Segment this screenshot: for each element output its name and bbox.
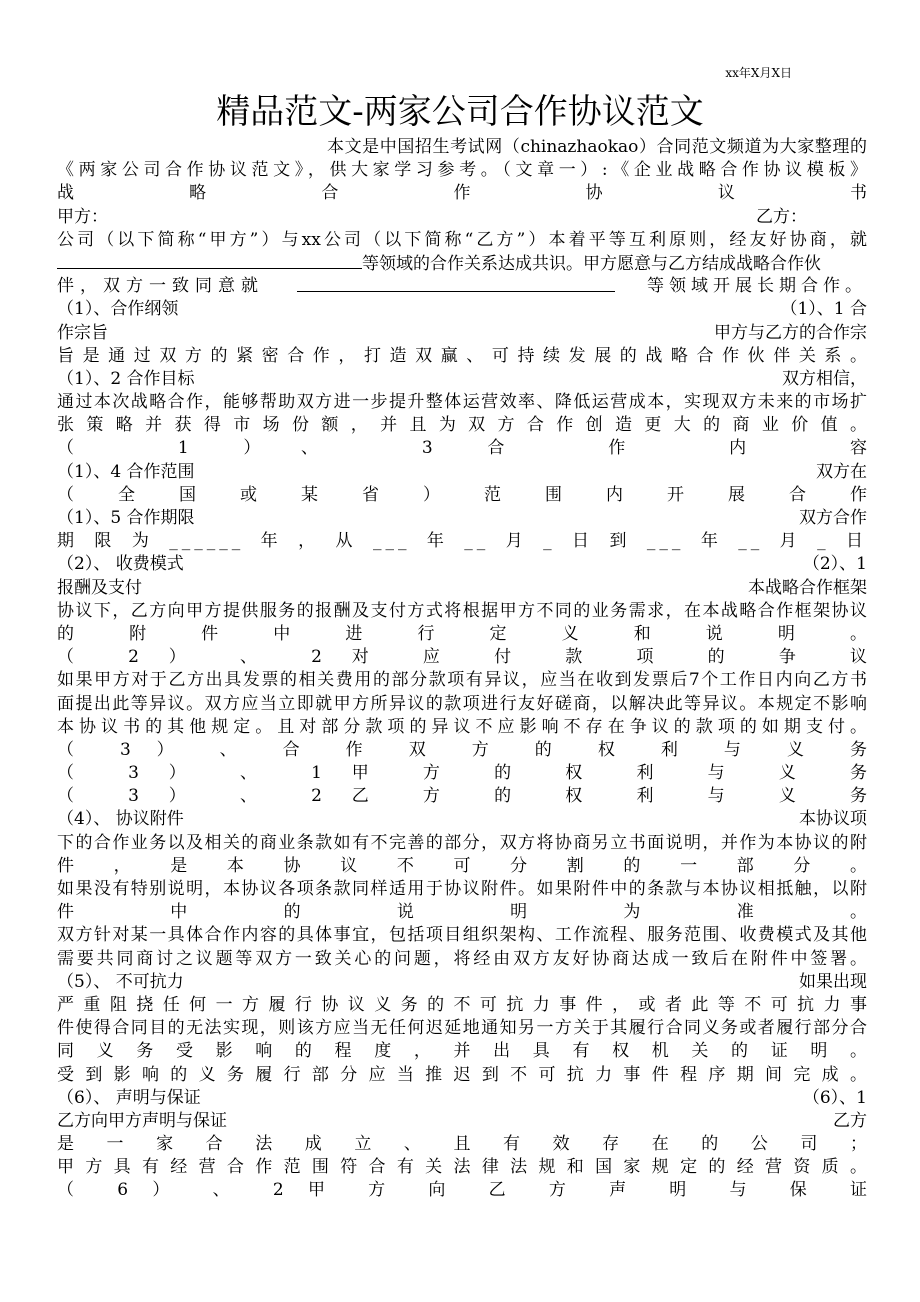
- text-line: （ 全 国 或 某 省 ） 范 围 内 开 展 合 作: [57, 484, 867, 505]
- text-line: 双方针对某一具体合作内容的具体事宜，包括项目组织架构、工作流程、服务范围、收费模式及其他: [57, 925, 867, 946]
- text-line: 下的合作业务以及相关的商业条款如有不完善的部分，双方将协商另立书面说明，并作为本协议的附: [57, 832, 867, 853]
- section-heading-line: [57, 808, 867, 831]
- text-span: 乙方向甲方声明与保证: [57, 1110, 227, 1131]
- text-line: 《两家公司合作协议范文》，供大家学习参考。（文章一）:《企业战略合作协议模板》: [57, 160, 867, 181]
- text-line: 如果没有特别说明，本协议各项条款同样适用于协议附件。如果附件中的条款与本协议相抵触，以附: [57, 879, 867, 899]
- subsection-heading: （ 3 ） 、 2 乙 方 的 权 利 与 义 务: [57, 786, 867, 807]
- section-heading: （ 3 ） 、 合 作 双 方 的 权 利 与 义 务: [57, 739, 867, 760]
- text-span: 如果出现: [799, 971, 867, 992]
- text-span: 甲方与乙方的合作宗: [714, 322, 867, 343]
- text-line: 如果甲方对于乙方出具发票的相关费用的部分款项有异议，应当在收到发票后7个工作日内向乙方书: [57, 670, 867, 691]
- text-span: 等领域开展长期合作。: [647, 276, 867, 297]
- text-span: 等领域的合作关系达成共识。甲方愿意与乙方结成战略合作伙: [362, 253, 821, 274]
- section-heading: （1）、合作纲领: [57, 299, 179, 320]
- text-span: 双方合作: [799, 508, 867, 528]
- text-line: 公司（以下简称“甲方”）与xx公司（以下简称“乙方”）本着平等互利原则，经友好协商，就: [57, 229, 867, 250]
- fill-blank: [57, 252, 362, 269]
- section-heading: （2）、 收费模式: [57, 554, 184, 575]
- section-heading: （5）、 不可抗力: [57, 971, 184, 992]
- text-line: 本文是中国招生考试网（chinazhaokao）合同范文频道为大家整理的: [327, 137, 867, 157]
- text-span: 双方相信，: [782, 368, 867, 389]
- section-heading: （6）、 声明与保证: [57, 1087, 201, 1108]
- text-line: [57, 1110, 867, 1133]
- text-line: 件使得合同目的无法实现，则该方应当无任何迟延地通知另一方关于其履行合同义务或者履行部分合: [57, 1018, 867, 1039]
- section-heading-line: [57, 368, 867, 391]
- party-b-label: 乙方：: [756, 206, 807, 227]
- text-line: 通过本次战略合作，能够帮助双方进一步提升整体运营效率、降低运营成本，实现双方未来的市场扩: [57, 392, 867, 413]
- section-heading-line: [57, 553, 867, 576]
- text-span: 本协议项: [799, 809, 867, 830]
- text-line: [57, 322, 867, 345]
- text-line: [57, 577, 867, 600]
- section-heading-line: [57, 461, 867, 484]
- text-line: 协议下，乙方向甲方提供服务的报酬及支付方式将根据甲方不同的业务需求，在本战略合作框架协议: [57, 600, 867, 621]
- text-line: 面提出此等异议。双方应当立即就甲方所异议的款项进行友好磋商，以解决此等异议。本规定不影响: [57, 693, 867, 714]
- text-line: 严重阻挠任何一方履行协议义务的不可抗力事件，或者此等不可抗力事: [57, 994, 867, 1015]
- document-body: [57, 136, 867, 1203]
- section-heading: （4）、 协议附件: [57, 809, 184, 830]
- text-line: 张策略并获得市场份额，并且为双方合作创造更大的商业价值。: [57, 415, 867, 436]
- text-line: 同 义 务 受 影 响 的 程 度 ， 并 出 具 有 权 机 关 的 证 明 。: [57, 1041, 867, 1062]
- section-heading-line: [57, 298, 867, 321]
- text-line: [57, 252, 867, 275]
- date-header: xx年X月X日: [725, 66, 792, 80]
- subsection-heading: （ 3 ） 、 1 甲 方 的 权 利 与 义 务: [57, 763, 867, 784]
- subsection-heading: （2）、1: [802, 554, 867, 575]
- text-line: 期限为______年，从___年__月_日到___年__月_日: [57, 531, 867, 552]
- text-line: 战 略 合 作 协 议 书: [57, 183, 867, 204]
- subsection-heading: （6）、1: [802, 1087, 867, 1108]
- text-line: 件 ， 是 本 协 议 不 可 分 割 的 一 部 分 。: [57, 855, 867, 876]
- text-line: 甲方具有经营合作范围符合有关法律法规和国家规定的经营资质。: [57, 1157, 867, 1178]
- text-line: 件 中 的 说 明 为 准 。: [57, 902, 867, 923]
- subsection-heading: （1）、1 合: [780, 299, 867, 320]
- text-line: 需要共同商讨之议题等双方一致关心的问题，将经由双方友好协商达成一致后在附件中签署。: [57, 948, 867, 969]
- text-span: 伴，双方一致同意就: [57, 276, 264, 297]
- party-a-label: 甲方：: [57, 206, 108, 227]
- section-heading-line: [57, 1087, 867, 1110]
- document-title: 精品范文-两家公司合作协议范文: [216, 92, 704, 132]
- text-line: 的 附 件 中 进 行 定 义 和 说 明 。: [57, 623, 867, 644]
- text-span: 乙方: [833, 1110, 867, 1131]
- text-line: 本协议书的其他规定。且对部分款项的异议不应影响不存在争议的款项的如期支付。: [57, 716, 867, 737]
- fill-blank: [297, 275, 615, 292]
- text-line: 是 一 家 合 法 成 立 、 且 有 效 存 在 的 公 司 ；: [57, 1134, 867, 1155]
- subsection-heading: （ 1 ）、 3 合 作 内 容: [57, 438, 867, 459]
- subsection-heading: （1）、2 合作目标: [57, 368, 195, 389]
- text-span: 作宗旨: [57, 322, 108, 343]
- subsection-heading: （1）、4 合作范围: [57, 461, 195, 482]
- text-line: [57, 206, 867, 229]
- subsection-heading: （ 6 ） 、 2 甲 方 向 乙 方 声 明 与 保 证: [57, 1180, 867, 1201]
- section-heading-line: [57, 507, 867, 530]
- text-span: 本战略合作框架: [748, 577, 867, 598]
- text-line: 旨是通过双方的紧密合作，打造双赢、可持续发展的战略合作伙伴关系。: [57, 345, 867, 366]
- subsection-heading: （1）、5 合作期限: [57, 508, 195, 528]
- text-line: 受到影响的义务履行部分应当推迟到不可抗力事件程序期间完成。: [57, 1064, 867, 1085]
- text-span: 双方在: [816, 461, 867, 482]
- subsection-heading: （ 2 ） 、 2 对 应 付 款 项 的 争 议: [57, 647, 867, 668]
- section-heading-line: [57, 971, 867, 994]
- text-line: [57, 275, 867, 298]
- text-span: 报酬及支付: [57, 577, 142, 598]
